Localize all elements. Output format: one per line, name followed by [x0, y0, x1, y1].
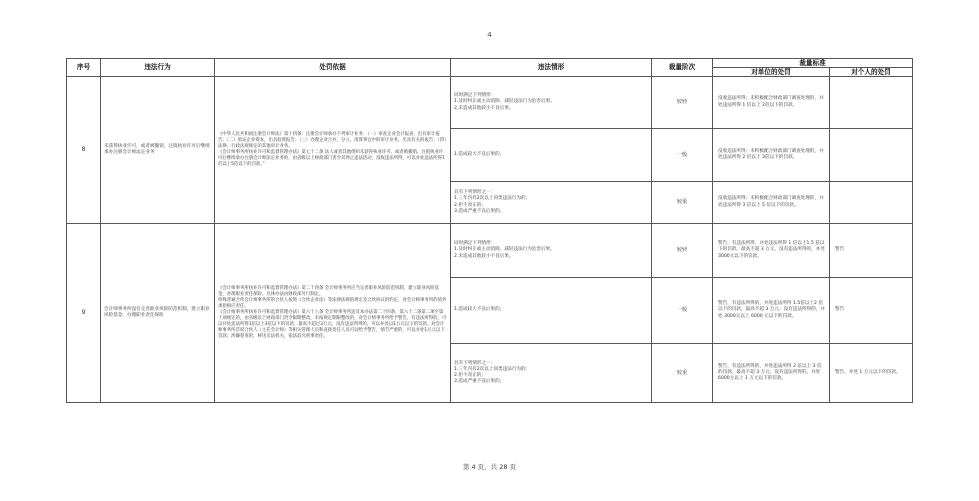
header-unit-penalty: 对单位的处罚	[713, 68, 830, 77]
row-unit-penalty: 没收违法所得；未积极配合财政部门调查处理的，并处违法所得 1 倍以上 2倍以下的罚款。	[713, 77, 830, 129]
page-marker: 4	[487, 31, 492, 39]
row-person-penalty: 警告	[830, 278, 913, 344]
row-basis: 《会计师事务所执业许可和监督管理办法》第二十四条 会计师事务所应当完善职业风险防范机制，建立职业风险基金，办理职业责任保险。具体办法由财政部另行制定。 特殊普通合伙会计师事务所的合伙人按照《合伙企业法》等法律法规的规定及合伙协议的约定，对会计师事务所的债务承担相应责任。 《会计师事务所执业许可和监督管理办法》第六十八条 会计师事务所违反本办法第二十四条、第六十二条第二项至第十项规定的，由省级以上财政部门责令限期整改，未按规定期限整改的，对会计师事务所给予警告，有违法所得的，可以并处违法所得1倍以上3倍以下的罚款，最高不超过3万元；没有违法所得的，可以并处以1万元以下的罚款。对会计师事务所首席合伙人（主任会计师）等相关管理人员和直接责任人员可以给予警告，情节严重的，可以并处1万元以下罚款；涉嫌犯罪的，移送司法机关，依法追究刑事责任。	[215, 224, 451, 403]
row-person-penalty	[830, 77, 913, 129]
row-person-penalty: 警告，并处 1 万元以下的罚款。	[830, 344, 913, 403]
row-basis: 《中华人民共和国注册会计师法》第十四条：注册会计师承办下列审计业务：（一）审查企业会计报表，出具审计报告；（二）验证企业资本，出具验资报告；（三）办理企业合并、分立、清算事宜中的审计业务，出具有关的报告；（四）法律、行政法规规定的其他审计业务。 《会计师事务所执业许可和监督管理办法》第七十二条 法人或者其他组织未获得执业许可，或者被撤销、注销执业许可后继续承办注册会计师法定业务的，由省级以上财政部门责令其停止违法活动，没收违法所得，可以并处违法所得1倍以上5倍以下的罚款。”	[215, 77, 451, 224]
row-person-penalty: 警告	[830, 224, 913, 278]
row-level: 一般	[652, 129, 713, 182]
header-standard: 裁量标准	[713, 59, 913, 68]
header-behavior: 违法行为	[101, 59, 215, 77]
row-unit-penalty: 没收违法所得；未积极配合财政部门调查处理的，并处违法所得 2 倍以上 3倍以下的罚款。	[713, 129, 830, 182]
row-level: 较重	[652, 344, 713, 403]
row-unit-penalty: 警告，有违法所得，并处违法所得 1 倍以上1.5 倍以下的罚款，最高不超 3 万元，没有违法所得的，并处3000元以下的罚款。	[713, 224, 830, 278]
row-seq: 8	[67, 77, 101, 224]
table-row	[67, 77, 913, 129]
penalty-standards-table	[66, 58, 913, 403]
row-unit-penalty: 没收违法所得；未积极配合财政部门调查处理的，并处违法所得 3 倍以上 5 倍以下的罚款。	[713, 182, 830, 224]
header-seq: 序号	[67, 59, 101, 77]
row-unit-penalty: 警告，有违法所得的，并处违法所得 1.5倍以上2 倍以下的罚款，最高不超 3 万元；没有违法所得的，并处 3000元以上 6000 元以下的罚款。	[713, 278, 830, 344]
header-basis: 处罚依据	[215, 59, 451, 77]
table-row	[67, 224, 913, 278]
row-level: 较轻	[652, 224, 713, 278]
row-situation: 同时满足下列情形： 1.及时纠正或主动消除、减轻违法行为危害后果。 2.未造成其他较小不良后果。	[451, 77, 652, 129]
header-person-penalty: 对个人的处罚	[830, 68, 913, 77]
row-situation: 具有下列情形之一： 1.三年内有2次以上同类违法行为的； 2.拒不改正的； 3.造成严重不良后果的。	[451, 344, 652, 403]
row-seq: 9	[67, 224, 101, 403]
row-level: 较重	[652, 182, 713, 224]
header-situation: 违法情形	[451, 59, 652, 77]
row-behavior: 未获得执业许可，或者被撤销、注销执业许可后继续承办注册会计师法定业务	[101, 77, 215, 224]
row-situation: 同时满足下列情形： 1.及时纠正或主动消除、减轻违法行为危害后果。 2.未造成其他较小不良后果。	[451, 224, 652, 278]
row-behavior: 会计师事务所没有完善职业风险防范机制，建立职业风险基金，办理职业责任保险	[101, 224, 215, 403]
row-situation: 1.造成较大不良后果的。	[451, 278, 652, 344]
row-person-penalty	[830, 129, 913, 182]
row-level: 较轻	[652, 77, 713, 129]
header-level: 裁量阶次	[652, 59, 713, 77]
page-footer: 第 4 页，共 28 页	[462, 463, 517, 471]
row-situation: 1.造成较大不良后果的。	[451, 129, 652, 182]
row-person-penalty	[830, 182, 913, 224]
row-unit-penalty: 警告，有违法所得的，并处违法所得 2 倍以上 3 倍的罚款，最高不超 3 万元；没有违法所得的，并处 6000元以上 1 万元以下的罚款。	[713, 344, 830, 403]
row-level: 一般	[652, 278, 713, 344]
row-situation: 具有下列情形之一： 1.三年内有2次以上同类违法行为的； 2.拒不改正的； 3.造成严重不良后果的。	[451, 182, 652, 224]
